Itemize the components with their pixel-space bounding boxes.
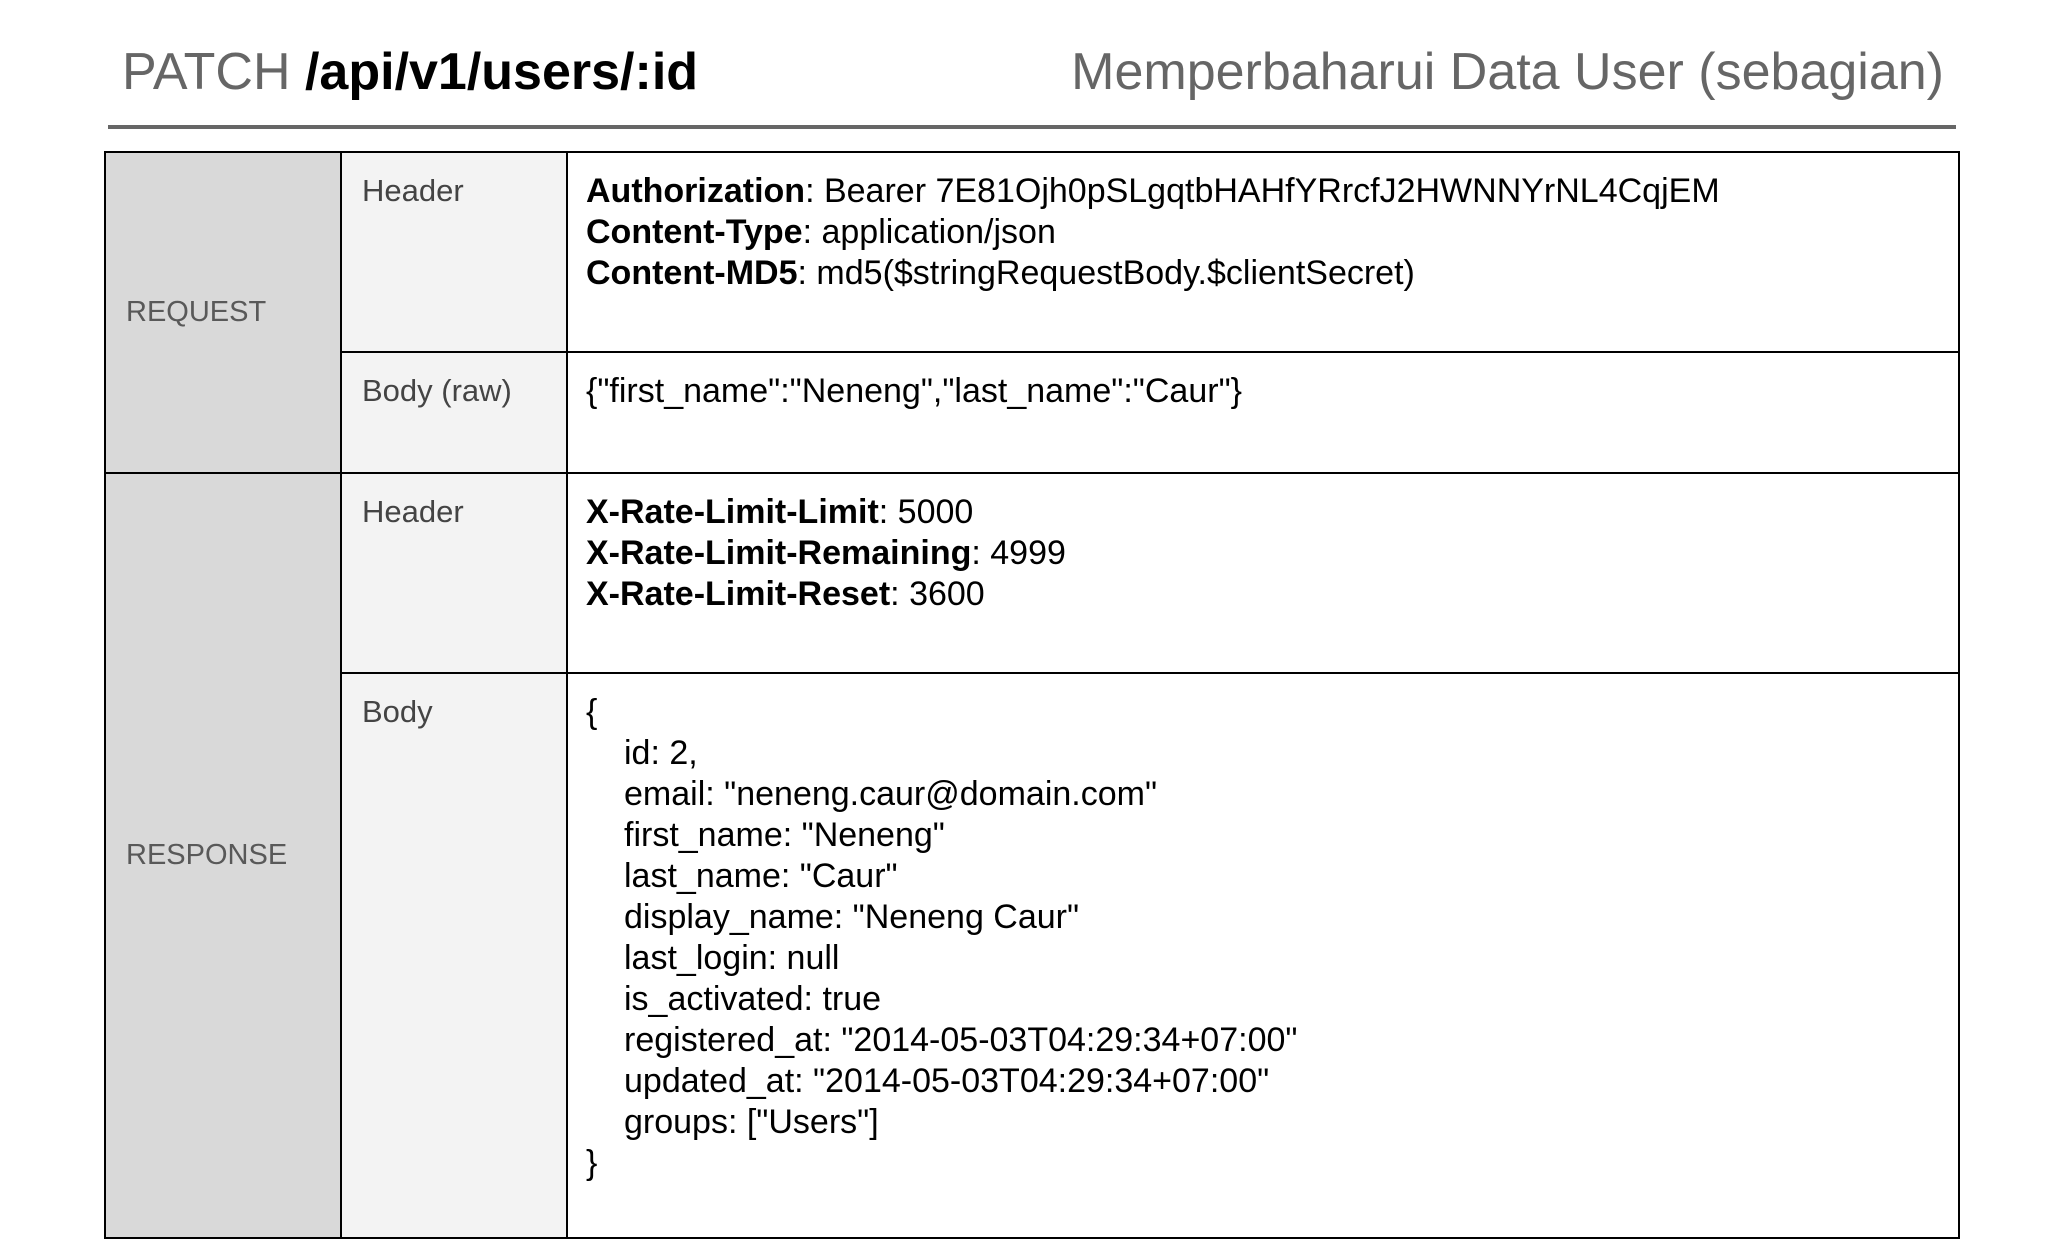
request-header-line — [586, 171, 1958, 212]
response-header-line — [586, 574, 1958, 615]
header-key: X-Rate-Limit-Reset — [586, 575, 891, 613]
header-value: : 3600 — [890, 575, 985, 613]
request-header-line — [586, 253, 1958, 294]
endpoint-path: /api/v1/users/:id — [304, 43, 699, 101]
request-header-row — [105, 152, 1959, 352]
response-body — [567, 673, 1959, 1238]
response-section-label: RESPONSE — [105, 473, 341, 1238]
request-header-line — [586, 212, 1958, 253]
request-headers — [567, 152, 1959, 352]
http-method: PATCH — [122, 43, 291, 101]
header-value: : Bearer 7E81Ojh0pSLgqtbHAHfYRrcfJ2HWNNYrNL4CqjEM — [805, 172, 1720, 210]
response-body-line: registered_at: "2014-05-03T04:29:34+07:00" — [624, 1021, 1298, 1059]
response-body-line: email: "neneng.caur@domain.com" — [624, 775, 1158, 813]
endpoint-description: Memperbaharui Data User (sebagian) — [1071, 43, 1944, 101]
response-body-line: display_name: "Neneng Caur" — [624, 898, 1080, 936]
request-body-text: {"first_name":"Neneng","last_name":"Caur"} — [586, 372, 1242, 410]
header-value: : application/json — [802, 213, 1056, 251]
header-key: X-Rate-Limit-Remaining — [586, 534, 972, 572]
header-value: : 5000 — [878, 493, 974, 531]
response-body-line: id: 2, — [624, 734, 698, 772]
response-body-line: updated_at: "2014-05-03T04:29:34+07:00" — [624, 1062, 1270, 1100]
request-body-row — [105, 352, 1959, 473]
response-header-line — [586, 492, 1958, 533]
response-headers — [567, 473, 1959, 673]
response-body-open: { — [586, 693, 598, 731]
response-header-label: Header — [341, 473, 567, 673]
header-key: Content-Type — [586, 213, 803, 251]
page-title — [122, 42, 698, 102]
request-body — [567, 352, 1959, 473]
response-header-line — [586, 533, 1958, 574]
response-body-close: } — [586, 1144, 598, 1182]
title-divider — [108, 125, 1956, 129]
response-header-row — [105, 473, 1959, 673]
header-key: Content-MD5 — [586, 254, 798, 292]
response-body-line: is_activated: true — [624, 980, 882, 1018]
request-header-label: Header — [341, 152, 567, 352]
request-body-label: Body (raw) — [341, 352, 567, 473]
header-key: Authorization — [586, 172, 806, 210]
response-body-line: last_name: "Caur" — [624, 857, 898, 895]
request-section-label: REQUEST — [105, 152, 341, 473]
response-body-row — [105, 673, 1959, 1238]
header-value: : 4999 — [971, 534, 1066, 572]
response-body-line: groups: ["Users"] — [624, 1103, 879, 1141]
response-body-line: last_login: null — [624, 939, 840, 977]
api-spec-table — [104, 151, 1960, 1239]
response-body-line: first_name: "Neneng" — [624, 816, 945, 854]
header-value: : md5($stringRequestBody.$clientSecret) — [797, 254, 1415, 292]
header-key: X-Rate-Limit-Limit — [586, 493, 879, 531]
response-body-label: Body — [341, 673, 567, 1238]
